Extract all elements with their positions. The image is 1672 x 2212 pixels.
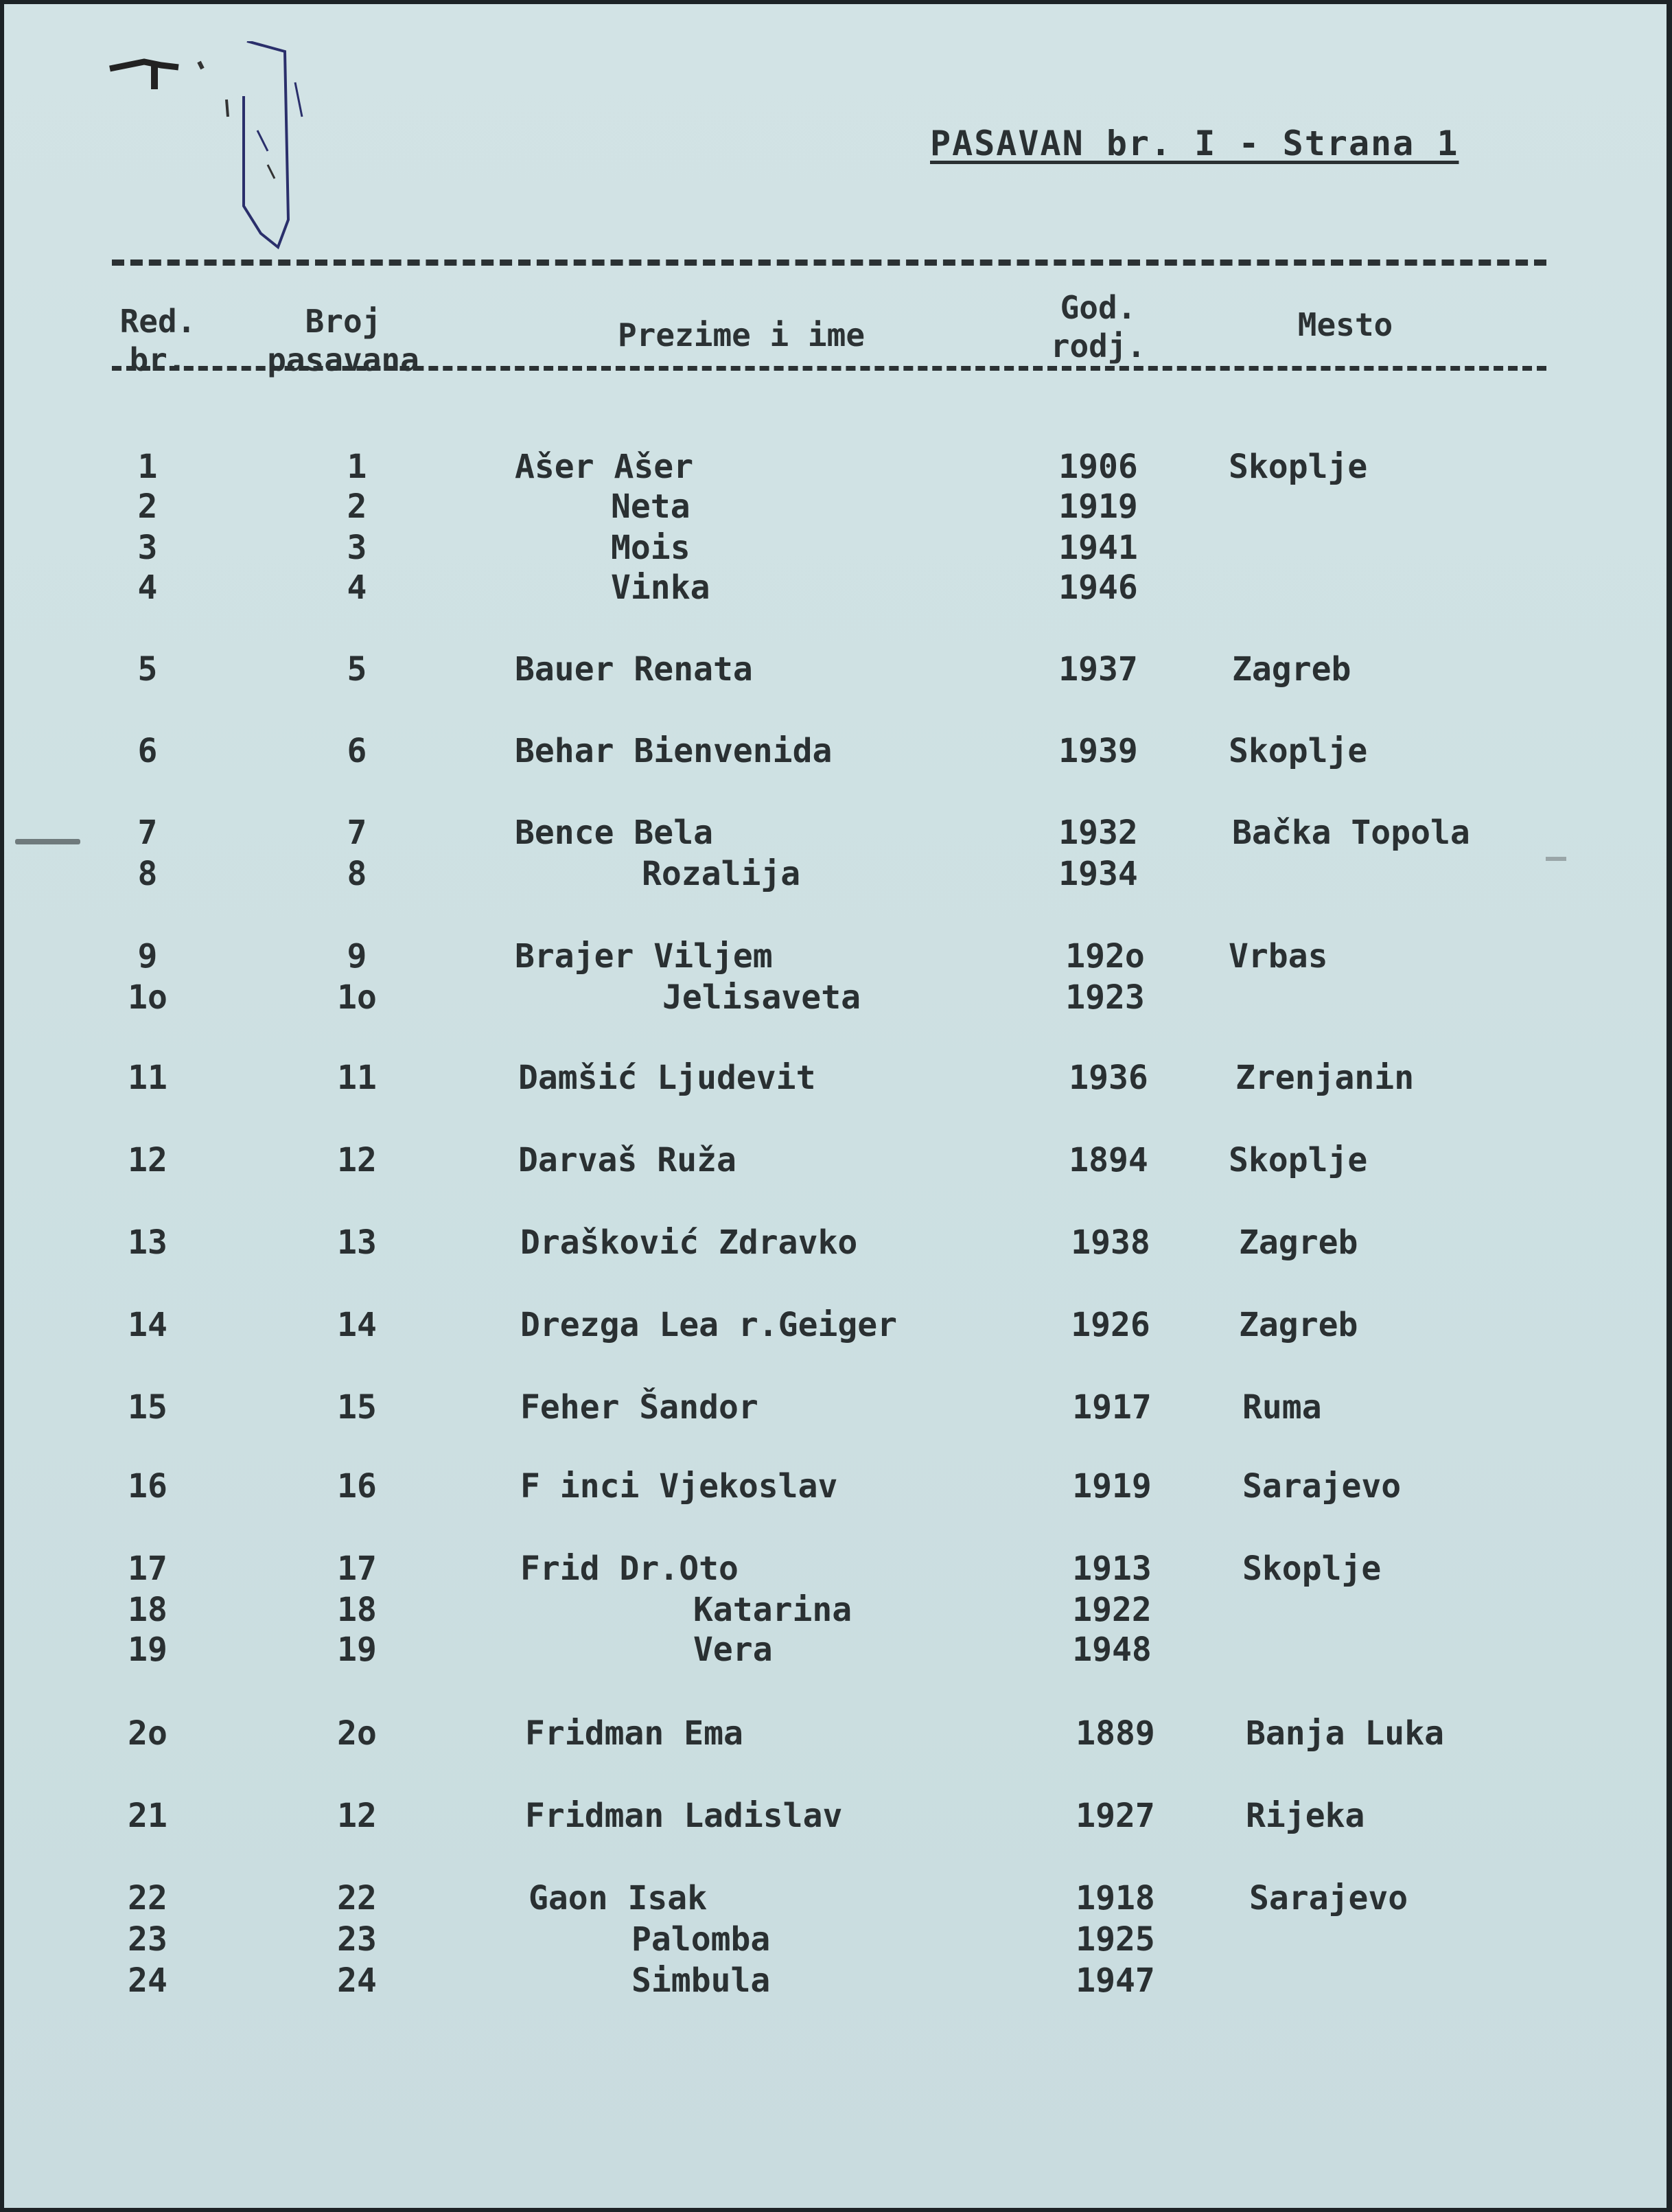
row-birth-year: 1947: [1076, 1961, 1155, 2000]
row-broj-pasavana: 9: [347, 937, 367, 976]
scan-border-bottom: [0, 2208, 1672, 2212]
row-name: Palomba: [631, 1920, 771, 1959]
row-broj-pasavana: 17: [337, 1549, 377, 1588]
row-broj-pasavana: 23: [337, 1920, 377, 1959]
row-birth-year: 1948: [1072, 1631, 1152, 1669]
row-broj-pasavana: 11: [337, 1059, 377, 1097]
row-birth-year: 1936: [1069, 1059, 1148, 1097]
scan-border-right: [1667, 0, 1672, 2212]
row-name: Feher Šandor: [520, 1388, 758, 1427]
row-name: Drezga Lea r.Geiger: [520, 1306, 898, 1344]
row-name: Behar Bienvenida: [515, 732, 833, 770]
row-broj-pasavana: 14: [337, 1306, 377, 1344]
row-place: Sarajevo: [1249, 1879, 1408, 1917]
row-red-br: 2o: [128, 1714, 167, 1753]
row-birth-year: 1919: [1058, 487, 1138, 526]
row-broj-pasavana: 12: [337, 1797, 377, 1835]
row-broj-pasavana: 12: [337, 1141, 377, 1179]
row-red-br: 8: [137, 855, 158, 893]
header-prezime-ime: Prezime i ime: [617, 316, 866, 354]
row-name: Damšić Ljudevit: [518, 1059, 816, 1097]
row-red-br: 2: [137, 487, 158, 526]
row-red-br: 5: [137, 650, 158, 689]
row-name: Brajer Viljem: [515, 937, 773, 976]
row-birth-year: 1913: [1072, 1549, 1152, 1588]
row-birth-year: 1932: [1058, 814, 1138, 852]
row-place: Skoplje: [1229, 1141, 1368, 1179]
row-broj-pasavana: 16: [337, 1467, 377, 1506]
row-birth-year: 1906: [1058, 448, 1138, 486]
row-red-br: 17: [128, 1549, 167, 1588]
row-name: Bauer Renata: [515, 650, 753, 689]
row-broj-pasavana: 6: [347, 732, 367, 770]
row-broj-pasavana: 8: [347, 855, 367, 893]
row-birth-year: 1927: [1076, 1797, 1155, 1835]
row-red-br: 14: [128, 1306, 167, 1344]
row-birth-year: 1923: [1065, 978, 1145, 1017]
row-red-br: 9: [137, 937, 158, 976]
row-birth-year: 1889: [1076, 1714, 1155, 1753]
row-name: Fridman Ladislav: [525, 1797, 843, 1835]
row-broj-pasavana: 18: [337, 1591, 377, 1629]
row-name: Vinka: [611, 568, 710, 607]
row-birth-year: 1919: [1072, 1467, 1152, 1506]
margin-mark-left: [15, 839, 80, 844]
row-place: Bačka Topola: [1232, 814, 1470, 852]
handwritten-corner-mark: [103, 41, 336, 261]
row-broj-pasavana: 19: [337, 1631, 377, 1669]
row-red-br: 23: [128, 1920, 167, 1959]
row-place: Skoplje: [1229, 732, 1368, 770]
row-broj-pasavana: 2: [347, 487, 367, 526]
row-place: Zagreb: [1232, 650, 1351, 689]
row-red-br: 16: [128, 1467, 167, 1506]
row-red-br: 7: [137, 814, 158, 852]
row-birth-year: 1918: [1076, 1879, 1155, 1917]
row-place: Zagreb: [1239, 1306, 1358, 1344]
row-place: Vrbas: [1229, 937, 1328, 976]
row-red-br: 18: [128, 1591, 167, 1629]
row-broj-pasavana: 3: [347, 529, 367, 567]
row-birth-year: 1937: [1058, 650, 1138, 689]
row-red-br: 1o: [128, 978, 167, 1017]
row-birth-year: 1934: [1058, 855, 1138, 893]
row-name: Rozalija: [642, 855, 801, 893]
row-name: F inci Vjekoslav: [520, 1467, 838, 1506]
row-name: Katarina: [693, 1591, 852, 1629]
row-broj-pasavana: 24: [337, 1961, 377, 2000]
row-name: Frid Dr.Oto: [520, 1549, 739, 1588]
row-place: Banja Luka: [1246, 1714, 1444, 1753]
row-red-br: 22: [128, 1879, 167, 1917]
row-red-br: 6: [137, 732, 158, 770]
row-broj-pasavana: 5: [347, 650, 367, 689]
row-red-br: 19: [128, 1631, 167, 1669]
header-bottom-rule: [112, 366, 1546, 371]
header-mesto: Mesto: [1297, 306, 1393, 343]
row-name: Jelisaveta: [662, 978, 861, 1017]
row-red-br: 13: [128, 1223, 167, 1262]
row-place: Sarajevo: [1242, 1467, 1402, 1506]
row-birth-year: 1922: [1072, 1591, 1152, 1629]
row-birth-year: 1939: [1058, 732, 1138, 770]
scan-border-top: [0, 0, 1672, 4]
row-name: Neta: [611, 487, 690, 526]
row-red-br: 12: [128, 1141, 167, 1179]
header-red-br: Red. br.: [119, 303, 196, 378]
row-name: Vera: [693, 1631, 773, 1669]
row-red-br: 24: [128, 1961, 167, 2000]
row-broj-pasavana: 7: [347, 814, 367, 852]
row-name: Mois: [611, 529, 690, 567]
row-birth-year: 1894: [1069, 1141, 1148, 1179]
row-place: Skoplje: [1229, 448, 1368, 486]
row-name: Ašer Ašer: [515, 448, 694, 486]
page-title: PASAVAN br. I - Strana 1: [930, 124, 1459, 163]
row-birth-year: 1926: [1071, 1306, 1150, 1344]
row-broj-pasavana: 1o: [337, 978, 377, 1017]
row-birth-year: 1938: [1071, 1223, 1150, 1262]
row-place: Zagreb: [1239, 1223, 1358, 1262]
row-birth-year: 1946: [1058, 568, 1138, 607]
row-place: Skoplje: [1242, 1549, 1382, 1588]
row-place: Rijeka: [1246, 1797, 1365, 1835]
row-birth-year: 1941: [1058, 529, 1138, 567]
row-red-br: 21: [128, 1797, 167, 1835]
header-broj-pasavana: Broj pasavana: [267, 303, 419, 378]
header-top-rule: [112, 260, 1546, 266]
row-red-br: 4: [137, 568, 158, 607]
row-name: Drašković Zdravko: [520, 1223, 858, 1262]
row-red-br: 1: [137, 448, 158, 486]
row-name: Simbula: [631, 1961, 771, 2000]
row-red-br: 11: [128, 1059, 167, 1097]
row-birth-year: 1917: [1072, 1388, 1152, 1427]
row-name: Darvaš Ruža: [518, 1141, 736, 1179]
row-broj-pasavana: 22: [337, 1879, 377, 1917]
row-birth-year: 192o: [1065, 937, 1145, 976]
row-name: Gaon Isak: [529, 1879, 708, 1917]
header-god-rodj: God. rodj.: [1050, 289, 1146, 365]
row-name: Bence Bela: [515, 814, 713, 852]
scan-border-left: [0, 0, 4, 2212]
row-broj-pasavana: 15: [337, 1388, 377, 1427]
row-place: Ruma: [1242, 1388, 1322, 1427]
row-place: Zrenjanin: [1235, 1059, 1415, 1097]
row-red-br: 15: [128, 1388, 167, 1427]
row-red-br: 3: [137, 529, 158, 567]
row-birth-year: 1925: [1076, 1920, 1155, 1959]
row-name: Fridman Ema: [525, 1714, 743, 1753]
row-broj-pasavana: 1: [347, 448, 367, 486]
row-broj-pasavana: 4: [347, 568, 367, 607]
margin-mark-right: [1546, 857, 1566, 861]
row-broj-pasavana: 13: [337, 1223, 377, 1262]
row-broj-pasavana: 2o: [337, 1714, 377, 1753]
